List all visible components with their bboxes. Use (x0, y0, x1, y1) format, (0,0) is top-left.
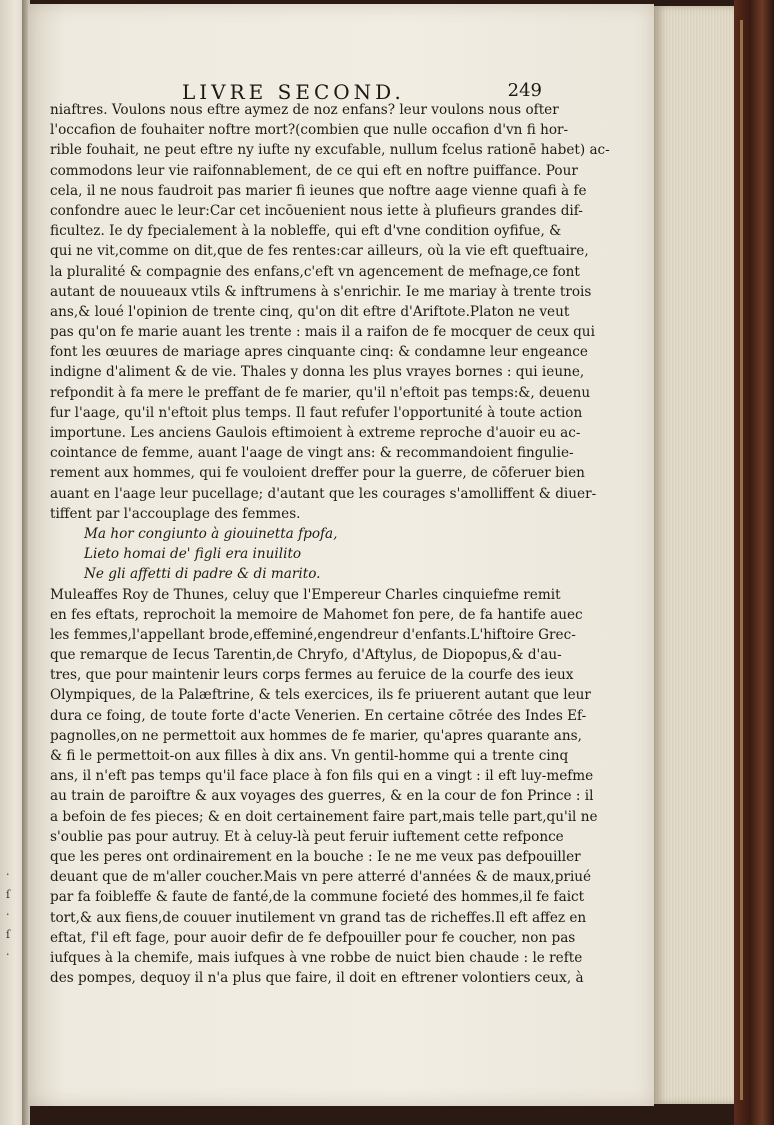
text-line: tort,& aux fiens,de couuer inutilement vn grand tas de richeffes.Il eft affez en (50, 909, 587, 926)
text-line: commodons leur vie raifonnablement, de ce qui eft en noftre puiffance. Pour (50, 162, 578, 179)
text-line: autant de nouueaux vtils & inftrumens à s'enrichir. Ie me mariay à trente trois (50, 283, 592, 300)
text-line: eftat, f'il eft fage, pour auoir defir de fe defpouiller pour fe coucher, non pas (50, 929, 576, 946)
text-line: les femmes,l'appellant brode,effeminé,engendreur d'enfants.L'hiftoire Grec- (50, 626, 576, 643)
text-line: cela, il ne nous faudroit pas marier fi ieunes que noftre aage vienne quafi à fe (50, 182, 587, 199)
text-line: pagnolles,on ne permettoit aux hommes de fe marier, qu'apres quarante ans, (50, 727, 582, 744)
text-line: font les œuures de mariage apres cinquante cinq: & condamne leur engeance (50, 344, 588, 361)
text-line: que les peres ont ordinairement en la bouche : Ie ne me veux pas defpouiller (50, 848, 581, 865)
text-line: par fa foibleffe & faute de fanté,de la commune focieté des hommes,il fe faict (50, 889, 585, 906)
body-text (50, 100, 610, 988)
text-line: rible fouhait, ne peut eftre ny iufte ny excufable, nullum fcelus rationē habet) ac- (50, 142, 610, 159)
text-line: iufques à la chemife, mais iufques à vne robbe de nuict bien chaude : le refte (50, 949, 583, 966)
text-line: rement aux hommes, qui fe vouloient dreffer pour la guerre, de cōferuer bien (50, 465, 585, 482)
text-line: dura ce foing, de toute forte d'acte Venerien. En certaine cōtrée des Indes Ef- (50, 707, 587, 724)
text-line: Muleaffes Roy de Thunes, celuy que l'Empereur Charles cinquiefme remit (50, 586, 561, 603)
text-line: que remarque de Iecus Tarentin,de Chryfo, d'Aftylus, de Diopopus,& d'au- (50, 647, 562, 664)
text-line: tres, que pour maintenir leurs corps fermes au feruice de la courfe des ieux (50, 667, 574, 684)
text-line: importune. Les anciens Gaulois eftimoient à extreme reproche d'auoir eu ac- (50, 425, 581, 441)
verse-line: Ma hor congiunto à giouinetta fpofa, (84, 525, 338, 542)
cover-gilt-line (740, 20, 743, 1100)
text-line: l'occafion de fouhaiter noftre mort?(combien que nulle occafion d'vn fi hor- (50, 122, 569, 139)
text-line: a befoin de fes pieces; & en doit certainement faire part,mais telle part,qu'il ne (50, 808, 598, 825)
text-line: deuant que de m'aller coucher.Mais vn pere atterré d'années & de maux,priué (50, 869, 592, 886)
text-line: fur l'aage, qu'il n'eftoit plus temps. Il faut refufer l'opportunité à toute action (50, 404, 583, 421)
text-line: niaftres. Voulons nous eftre aymez de noz enfans? leur voulons nous ofter (50, 102, 559, 118)
text-line: pas qu'on fe marie auant les trente : mais il a raifon de fe mocquer de ceux qui (50, 324, 595, 341)
verse-line: Lieto homai de' figli era inuilito (84, 546, 302, 563)
text-line: qui ne vit,comme on dit,que de fes rentes:car ailleurs, où la vie eft queftuaire, (50, 243, 589, 260)
text-line: refpondit à fa mere le preffant de fe marier, qu'il n'eftoit pas temps:&, deuenu (50, 384, 591, 401)
text-line: la pluralité & compagnie des enfans,c'eft vn agencement de mefnage,ce font (50, 263, 580, 280)
text-line: tiffent par l'accouplage des femmes. (50, 505, 301, 522)
text-line: cointance de femme, auant l'aage de vingt ans: & recommandoient fingulie- (50, 445, 574, 462)
running-head: LIVRE SECOND. (182, 80, 405, 104)
text-line: en fes eftats, reprochoit la memoire de Mahomet fon pere, de fa hantife auec (50, 606, 583, 623)
verse-line: Ne gli affetti di padre & di marito. (84, 566, 321, 583)
text-line: ans,& loué l'opinion de trente cinq, qu'on dit eftre d'Ariftote.Platon ne veut (50, 303, 570, 320)
text-line: ficultez. Ie dy fpecialement à la nobleffe, qui eft d'vne condition oyfifue, & (50, 223, 562, 240)
text-line: confondre auec le leur:Car cet incōuenient nous iette à plufieurs grandes dif- (50, 202, 583, 219)
text-line: auant en l'aage leur pucellage; d'autant que les courages s'amolliffent & diuer- (50, 485, 597, 502)
page-number: 249 (507, 80, 542, 101)
text-line: ans, il n'eft pas temps qu'il face place à fon fils qui en a vingt : il eft luy-mefme (50, 768, 594, 785)
text-line: Olympiques, de la Palæftrine, & tels exercices, ils fe priuerent autant que leur (50, 687, 591, 704)
text-line: au train de paroiftre & aux voyages des guerres, & en la cour de fon Prince : il (50, 788, 594, 805)
text-line: des pompes, dequoy il n'a plus que faire, il doit en eftrener volontiers ceux, à (50, 970, 584, 987)
margin-marks: · ſ · ſ · (6, 868, 11, 961)
text-line: s'oublie pas pour autruy. Et à celuy-là peut feruir iuftement cette refponce (50, 828, 564, 845)
text-line: & fi le permettoit-on aux filles à dix ans. Vn gentil-homme qui a trente cinq (50, 748, 569, 764)
page-edges (654, 6, 736, 1104)
text-line: indigne d'aliment & de vie. Thales y donna les plus vrayes bornes : qui ieune, (50, 364, 585, 381)
